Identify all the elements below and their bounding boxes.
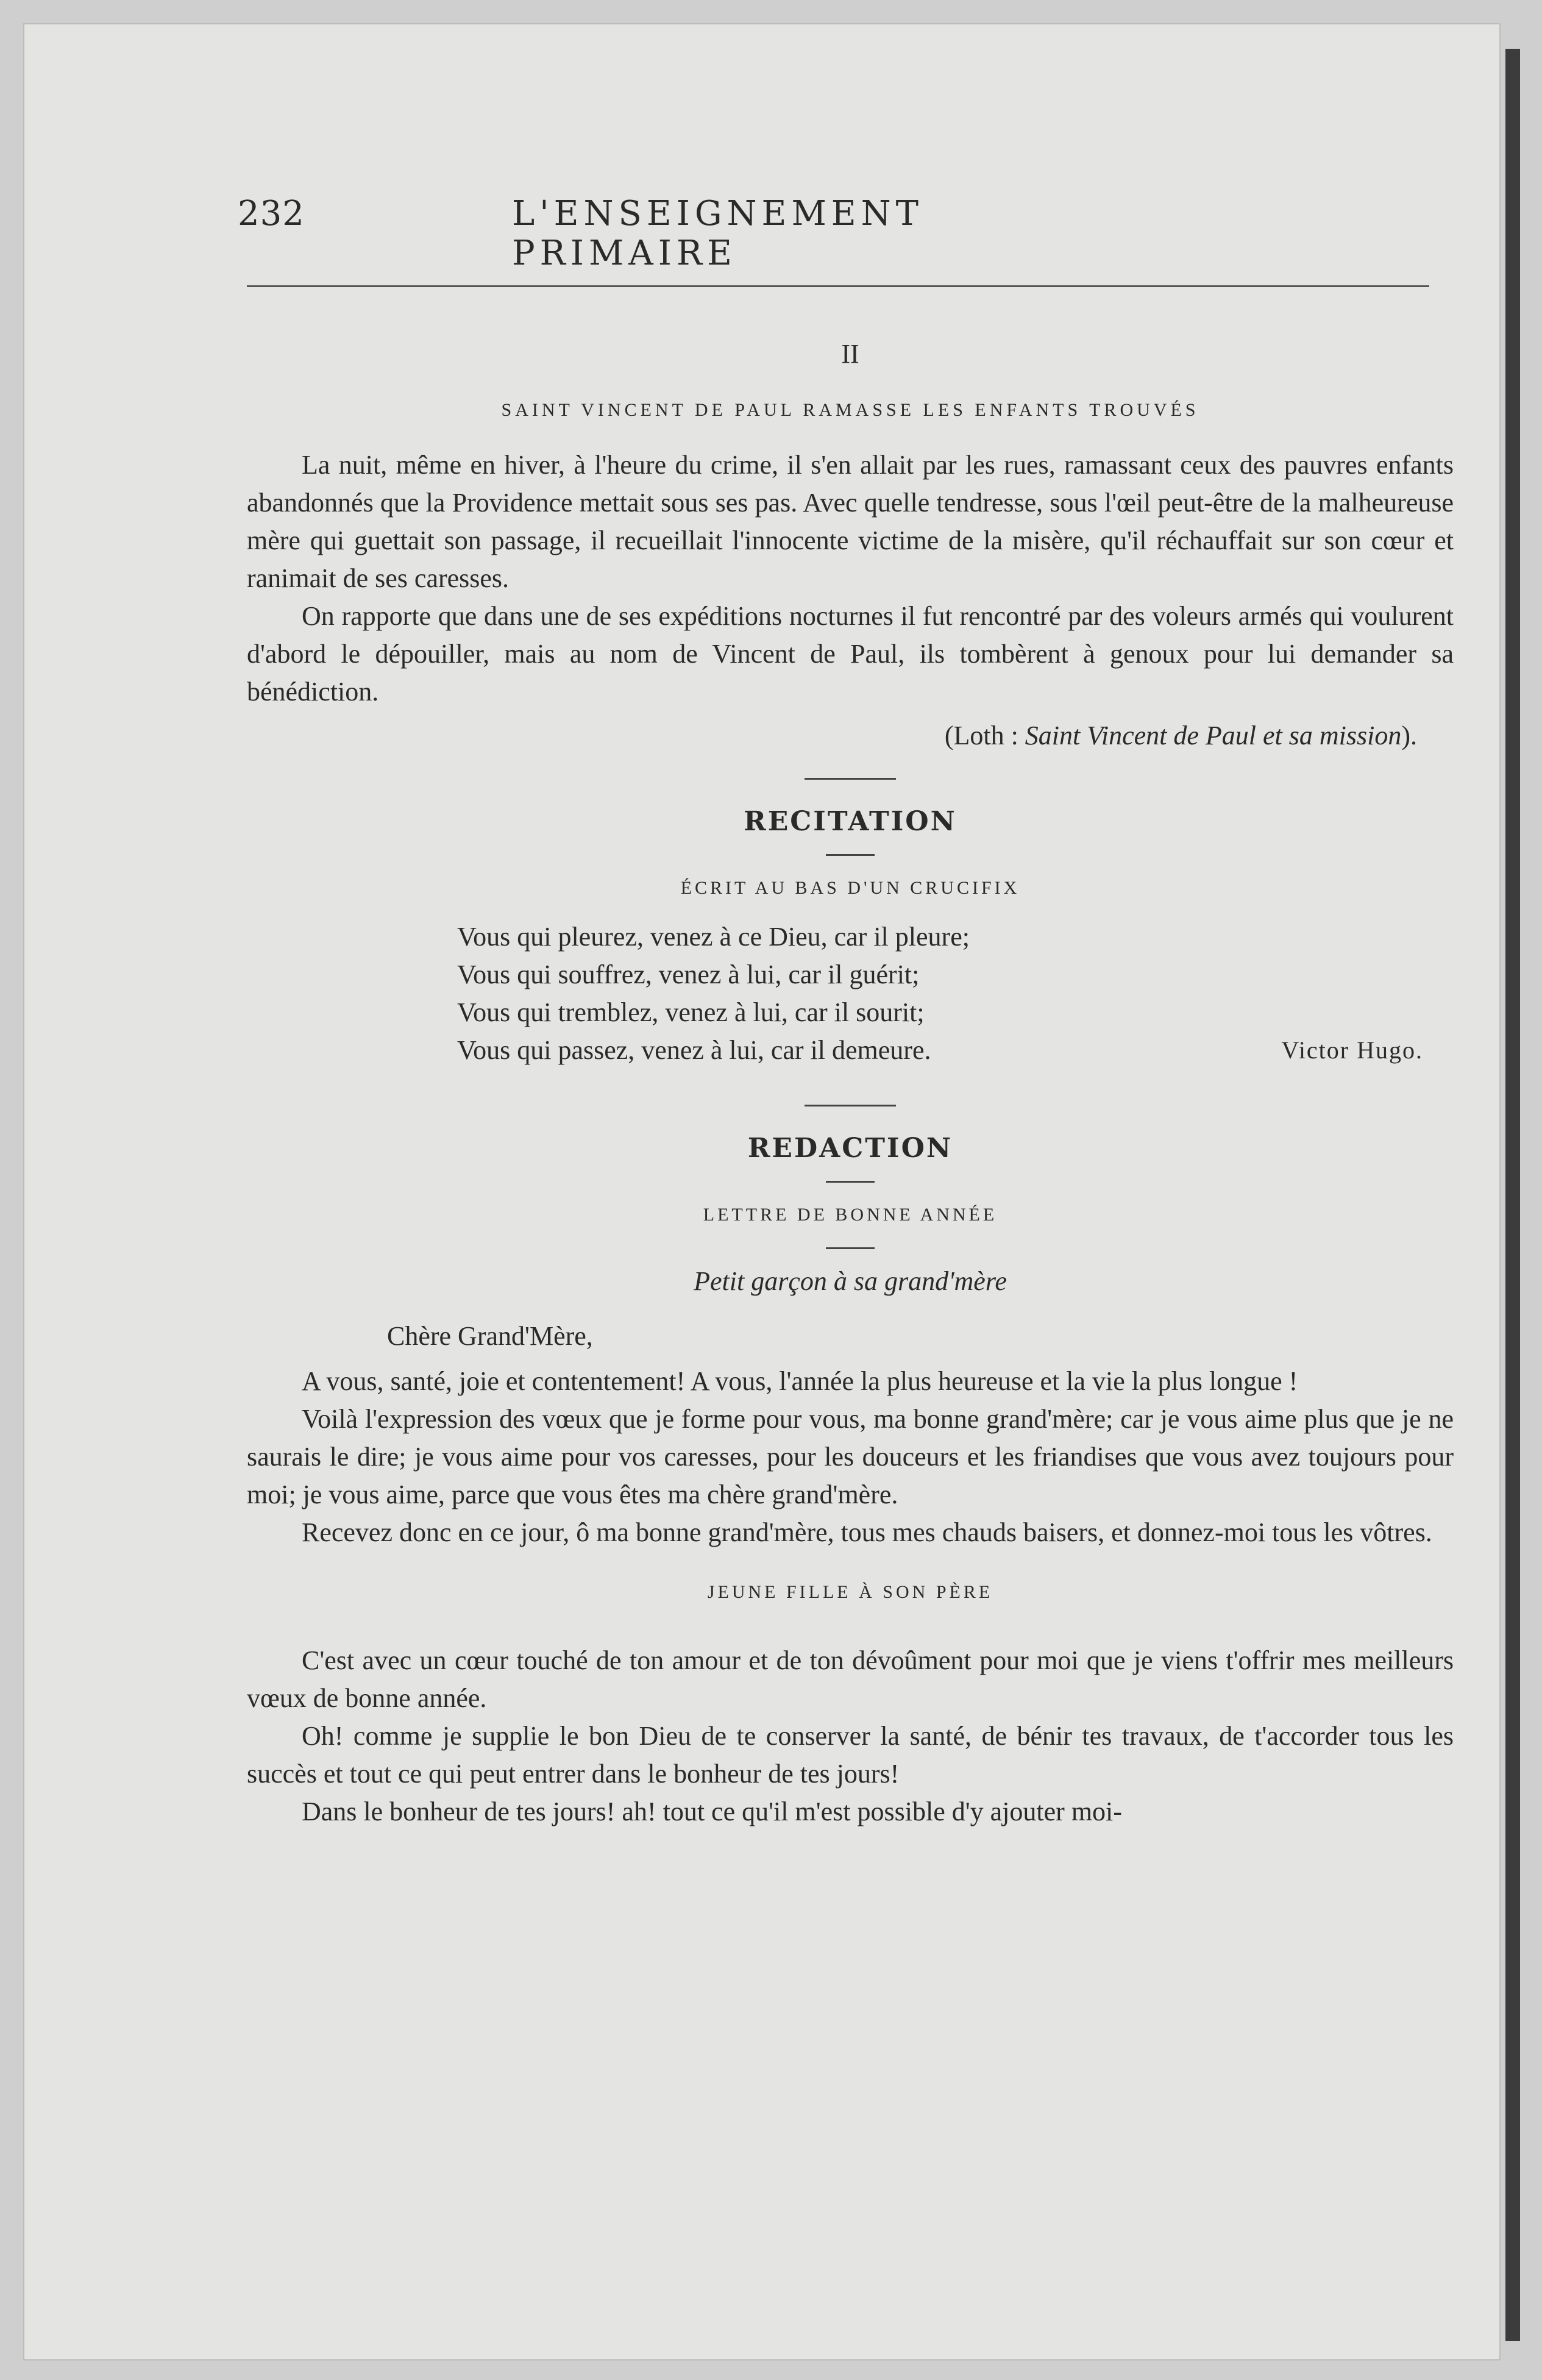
paragraph: On rapporte que dans une de ses expéditions nocturnes il fut rencontré par des voleurs armés qui voulurent d'abord le dépouiller, mais au nom de Vincent de Paul, ils tombèrent à genoux pour lui demander sa bénédiction. bbox=[247, 601, 1454, 707]
poem bbox=[457, 918, 1454, 1069]
poem-line: Vous qui passez, venez à lui, car il demeure. bbox=[457, 1035, 931, 1065]
citation bbox=[247, 717, 1417, 755]
running-header bbox=[238, 194, 1134, 273]
paragraph: Oh! comme je supplie le bon Dieu de te conserver la santé, de bénir tes travaux, de t'accorder tous les succès et tout ce qui peut entrer dans le bonheur de tes jours! bbox=[247, 1721, 1454, 1789]
heading-divider bbox=[826, 1181, 875, 1183]
recitation-heading: RECITATION bbox=[744, 806, 957, 837]
heading-divider bbox=[826, 854, 875, 856]
letter-title: JEUNE FILLE À SON PÈRE bbox=[707, 1582, 993, 1602]
citation-work: Saint Vincent de Paul et sa mission bbox=[1025, 721, 1402, 750]
poem-title: ÉCRIT AU BAS D'UN CRUCIFIX bbox=[680, 878, 1020, 898]
paragraph: Recevez donc en ce jour, ô ma bonne grand'mère, tous mes chauds baisers, et donnez-moi tous les vôtres. bbox=[302, 1517, 1432, 1547]
poem-line: Vous qui tremblez, venez à lui, car il sourit; bbox=[457, 997, 925, 1027]
adjacent-page-edge bbox=[1505, 49, 1520, 2341]
journal-title: L'ENSEIGNEMENT PRIMAIRE bbox=[512, 194, 924, 273]
paragraph: La nuit, même en hiver, à l'heure du crime, il s'en allait par les rues, ramassant ceux des pauvres enfants abandonnés que la Providence mettait sous ses pas. Avec quelle tendresse, sous l'œil peut-être de la malheureuse mère qui guettait son passage, il recueillait l'innocente victime de la misère, qu'il réchauffait sur son cœur et ranimait de ses caresses. bbox=[247, 450, 1454, 593]
citation-author: (Loth : bbox=[944, 721, 1025, 750]
salutation: Chère Grand'Mère, bbox=[387, 1321, 593, 1351]
poem-line: Vous qui souffrez, venez à lui, car il guérit; bbox=[457, 960, 920, 989]
redaction-subtitle: LETTRE DE BONNE ANNÉE bbox=[703, 1205, 998, 1225]
poem-author: Victor Hugo. bbox=[1281, 1036, 1423, 1064]
section-numeral: II bbox=[841, 339, 859, 369]
paragraph: C'est avec un cœur touché de ton amour et de ton dévoûment pour moi que je viens t'offrir mes meilleurs vœux de bonne année. bbox=[247, 1645, 1454, 1713]
redaction-heading: REDACTION bbox=[747, 1133, 953, 1164]
page-number: 232 bbox=[238, 194, 305, 233]
citation-end: ). bbox=[1401, 721, 1417, 750]
heading-divider bbox=[826, 1247, 875, 1249]
paragraph: Voilà l'expression des vœux que je forme pour vous, ma bonne grand'mère; car je vous aime plus que je ne saurais le dire; je vous aime pour vos caresses, pour les douceurs et les friandises que vous avez toujours pour moi; je vous aime, parce que vous êtes ma chère grand'mère. bbox=[247, 1404, 1454, 1509]
letter-title: Petit garçon à sa grand'mère bbox=[694, 1266, 1007, 1296]
poem-line: Vous qui pleurez, venez à ce Dieu, car il pleure; bbox=[457, 922, 970, 952]
page-content bbox=[247, 335, 1454, 1831]
section-subtitle: SAINT VINCENT DE PAUL RAMASSE LES ENFANTS TROUVÉS bbox=[501, 400, 1199, 420]
section-divider bbox=[805, 1105, 896, 1106]
paragraph: A vous, santé, joie et contentement! A vous, l'année la plus heureuse et la vie la plus longue ! bbox=[302, 1366, 1298, 1396]
paragraph: Dans le bonheur de tes jours! ah! tout ce qu'il m'est possible d'y ajouter moi- bbox=[302, 1797, 1122, 1826]
section-divider bbox=[805, 778, 896, 780]
header-rule bbox=[247, 285, 1429, 287]
